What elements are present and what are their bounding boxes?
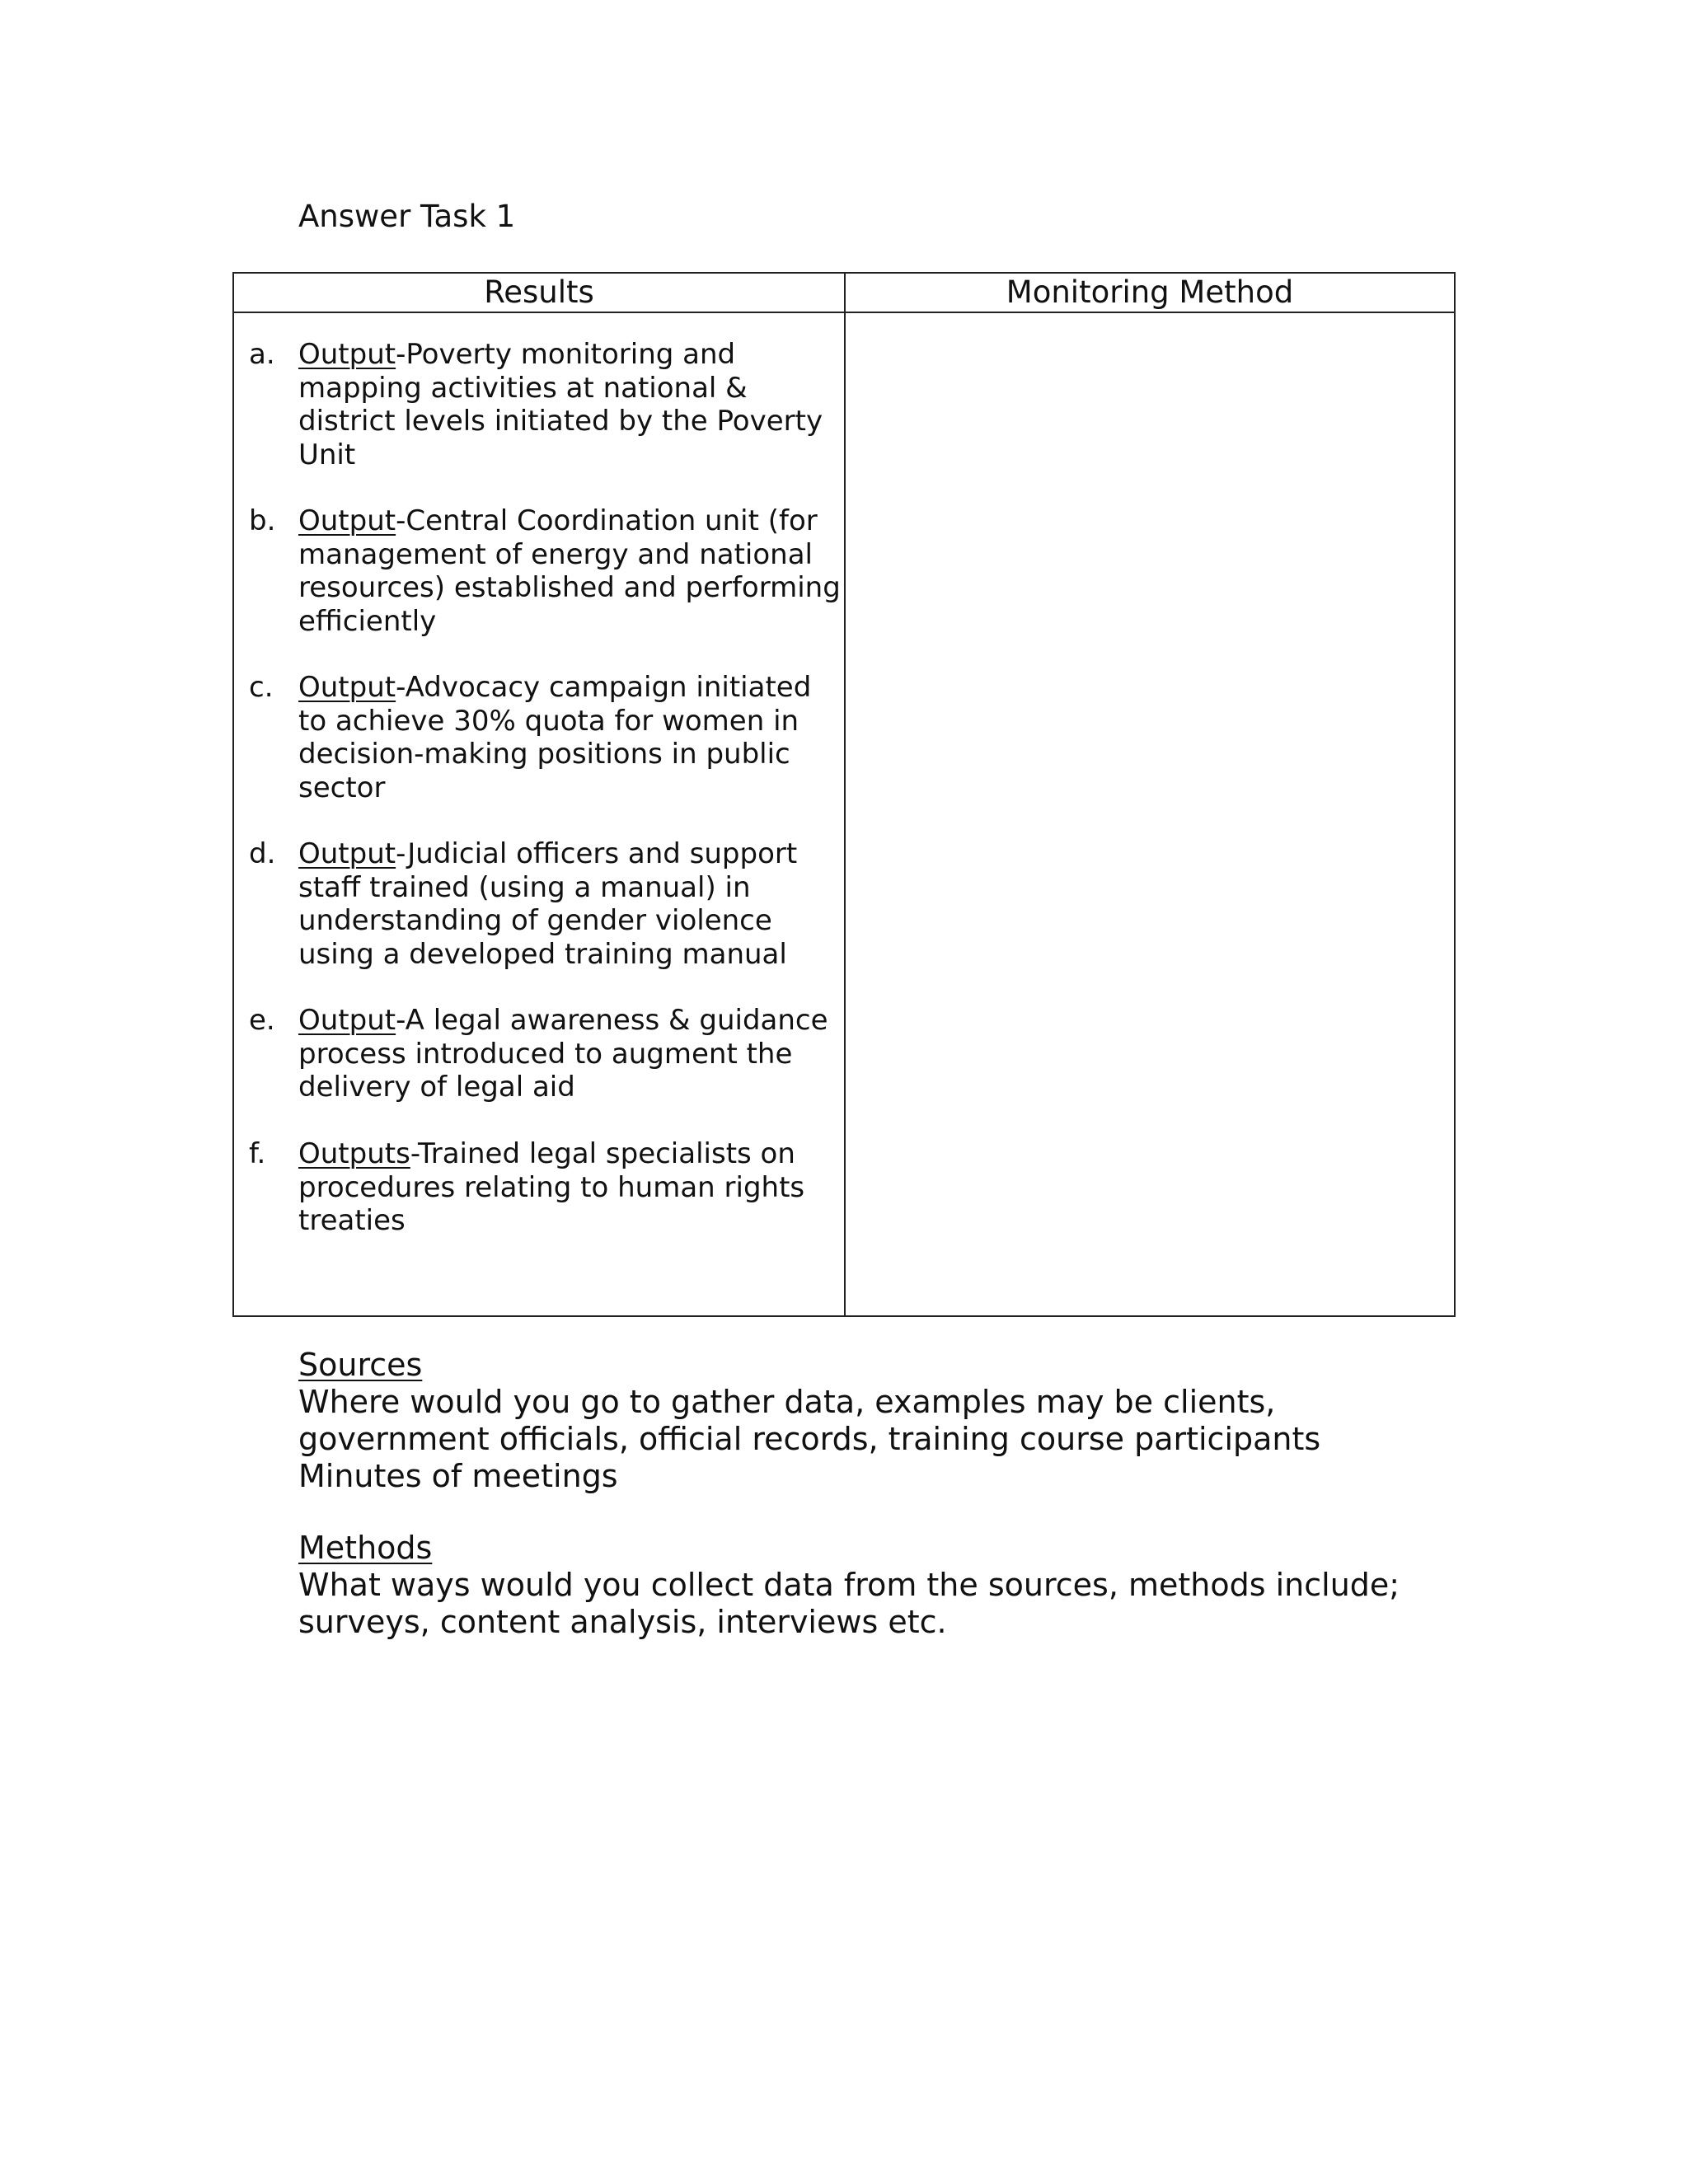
item-letter: e.: [249, 1004, 275, 1037]
sources-line: government officials, official records, training course participants: [298, 1421, 1321, 1457]
sources-section: [298, 1347, 1535, 1495]
item-text: [298, 671, 842, 804]
item-description: -A legal awareness & guidance process introduced to augment the delivery of legal aid: [298, 1004, 828, 1104]
item-label: Output: [298, 837, 396, 870]
item-text: [298, 504, 842, 638]
item-letter: c.: [249, 671, 274, 704]
monitoring-method-cell: [846, 313, 1454, 1315]
item-label: Output: [298, 671, 396, 704]
item-letter: a.: [249, 338, 275, 371]
results-column-header: Results: [484, 274, 594, 310]
methods-title: Methods: [298, 1530, 433, 1566]
item-label: Output: [298, 504, 396, 537]
methods-line: surveys, content analysis, interviews etc.: [298, 1604, 947, 1640]
item-text: [298, 338, 842, 471]
item-letter: f.: [249, 1137, 266, 1170]
item-label: Output: [298, 1004, 396, 1037]
item-letter: b.: [249, 504, 276, 537]
item-text: [298, 1137, 842, 1238]
item-description: -Advocacy campaign initiated to achieve 30% quota for women in decision-making positions in public sector: [298, 671, 812, 804]
item-letter: d.: [249, 837, 276, 870]
item-text: [298, 1004, 842, 1104]
page-heading: Answer Task 1: [298, 199, 516, 234]
item-text: [298, 837, 842, 971]
methods-section: [298, 1530, 1535, 1641]
results-table: [232, 272, 1456, 1317]
monitoring-method-column-header: Monitoring Method: [1006, 274, 1294, 310]
sources-line: Minutes of meetings: [298, 1458, 618, 1494]
item-label: Output: [298, 338, 396, 371]
item-description: -Trained legal specialists on procedures relating to human rights treaties: [298, 1137, 805, 1238]
item-label: Outputs: [298, 1137, 410, 1170]
sources-title: Sources: [298, 1347, 423, 1383]
item-description: -Judicial officers and support staff trained (using a manual) in understanding of gender violence using a developed training manual: [298, 837, 798, 971]
item-description: -Central Coordination unit (for management of energy and national resources) established and performing efficiently: [298, 504, 841, 638]
methods-line: What ways would you collect data from the sources, methods include;: [298, 1567, 1400, 1603]
item-description: -Poverty monitoring and mapping activities at national & district levels initiated by the Poverty Unit: [298, 338, 823, 471]
sources-line: Where would you go to gather data, examples may be clients,: [298, 1384, 1276, 1420]
